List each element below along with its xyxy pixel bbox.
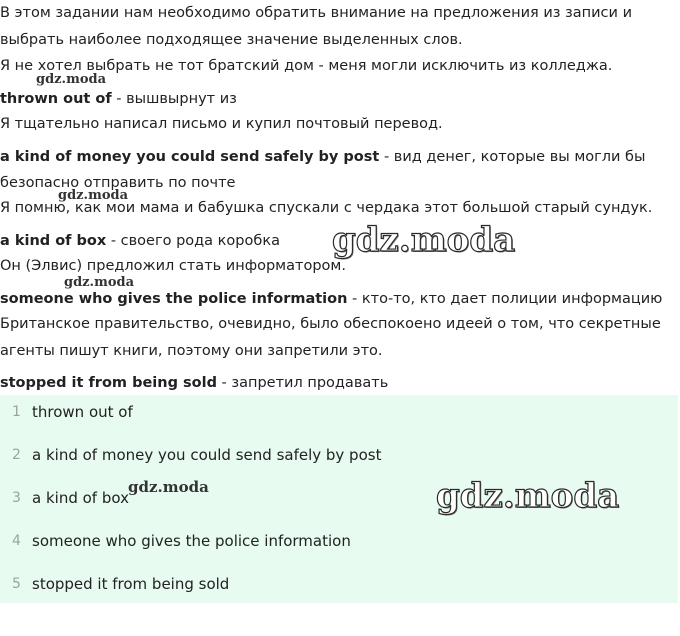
translation: - вид денег, которые вы могли бы [379, 149, 646, 165]
translation: - своего рода коробка [106, 233, 280, 249]
watermark-logo: gdz.moda [58, 188, 129, 203]
answer-number: 1 [12, 404, 21, 420]
definition-line [0, 290, 662, 308]
answer-number: 5 [12, 576, 21, 592]
translation: - запретил продавать [216, 375, 389, 391]
answer-text: a kind of box [32, 489, 129, 507]
paragraph-line: безопасно отправить по почте [0, 175, 236, 191]
paragraph-line: Я не хотел выбрать не тот братский дом - меня могли исключить из колледжа. [0, 58, 613, 74]
watermark-logo: gdz.moda [128, 478, 209, 496]
answer-number: 3 [12, 490, 21, 506]
definition-line [0, 232, 280, 250]
translation: - кто-то, кто дает полиции информацию [347, 291, 663, 307]
definition-line [0, 148, 645, 166]
translation: - вышвырнут из [111, 91, 237, 107]
answer-text: a kind of money you could send safely by post [32, 446, 382, 464]
answer-text: someone who gives the police information [32, 532, 351, 550]
watermark-logo: gdz.moda [436, 476, 620, 516]
paragraph-line: В этом задании нам необходимо обратить внимание на предложения из записи и [0, 5, 632, 21]
highlighted-phrase: thrown out of [0, 91, 112, 107]
highlighted-phrase: a kind of money you could send safely by post [0, 149, 380, 165]
paragraph-line: Я помню, как мои мама и бабушка спускали с чердака этот большой старый сундук. [0, 200, 653, 216]
highlighted-phrase: someone who gives the police information [0, 291, 348, 307]
answer-number: 4 [12, 533, 21, 549]
paragraph-line: агенты пишут книги, поэтому они запретили это. [0, 343, 383, 359]
highlighted-phrase: stopped it from being sold [0, 375, 217, 391]
answer-text: stopped it from being sold [32, 575, 230, 593]
definition-line [0, 90, 237, 108]
highlighted-phrase: a kind of box [0, 233, 107, 249]
paragraph-line: Я тщательно написал письмо и купил почтовый перевод. [0, 116, 443, 132]
watermark-logo: gdz.moda [332, 220, 516, 260]
answer-text: thrown out of [32, 403, 133, 421]
paragraph-line: Он (Элвис) предложил стать информатором. [0, 258, 346, 274]
paragraph-line: Британское правительство, очевидно, было обеспокоено идеей о том, что секретные [0, 316, 661, 332]
definition-line [0, 374, 388, 392]
paragraph-line: выбрать наиболее подходящее значение выделенных слов. [0, 32, 463, 48]
watermark-logo: gdz.moda [64, 275, 135, 290]
answer-number: 2 [12, 447, 21, 463]
watermark-logo: gdz.moda [36, 72, 107, 87]
